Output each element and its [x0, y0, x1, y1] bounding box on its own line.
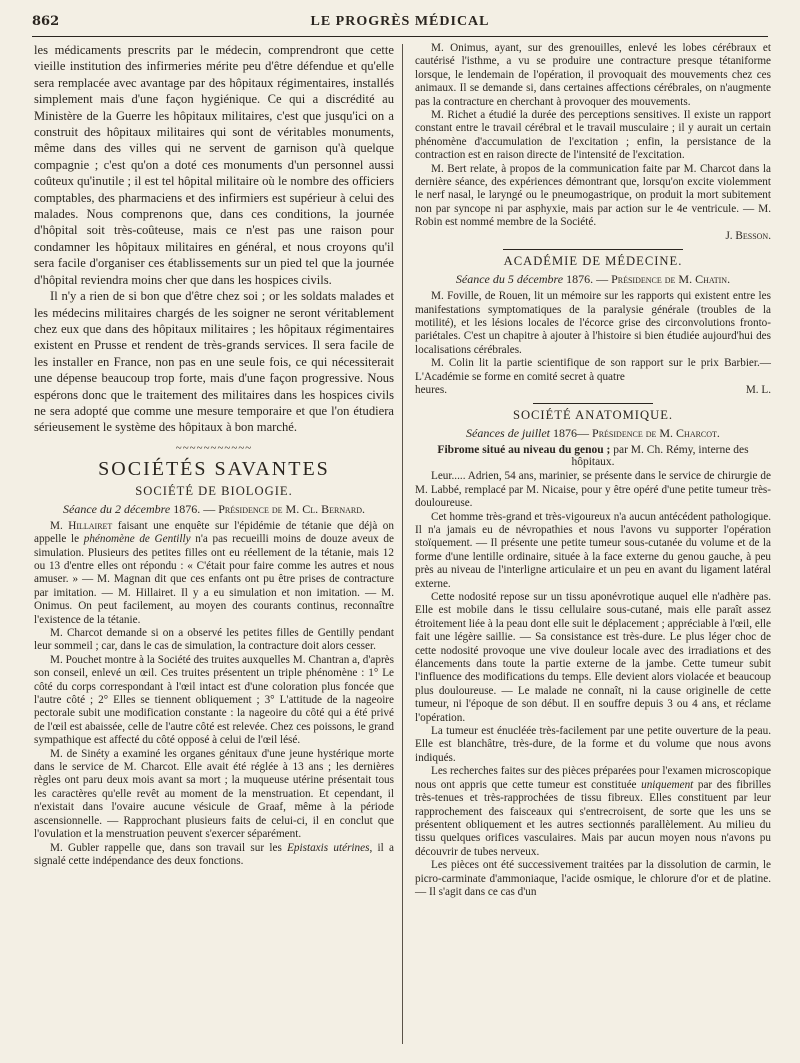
society-title: SOCIÉTÉ DE BIOLOGIE.: [135, 483, 293, 498]
paragraph: Les recherches faites sur des pièces préparées pour l'examen microscopique nous ont appris que cette tumeur est constituée uniquement par des fibrilles très-tenues et très-rapprochées de tissu fibreux. Elles constituent par leur rapprochement des faisceaux qui s'entrecroisent, de sorte que les uns se présentent obliquement et les autres sectionnés parallèlement. Au milieu du tissu quelques orifices vasculaires. Mais par aucun moyen nous n'avons pu découvrir de tubes nerveux.: [415, 765, 772, 858]
session-date: Séances de juillet: [466, 426, 551, 441]
academy-title: ACADÉMIE DE MÉDECINE.: [503, 254, 683, 269]
biology-reports-cont: [415, 42, 771, 243]
section-title: SOCIÉTÉS SAVANTES: [98, 457, 330, 480]
paragraph: Cet homme très-grand et très-vigoureux n'a aucun antécédent pathologique. Il n'a jamais eu de névropathies et nous l'avons vu supporter l'opération stoïquement. — Il présente une petite tumeur sous-cutanée du volume et de la forme d'une lentille ordinaire, située à la face externe du genou gauche, à peu près au niveau de l'interligne articulaire et un peu en avant du ligament latéral externe.: [415, 510, 771, 590]
header-rule: [32, 36, 768, 37]
paragraph: Cette nodosité repose sur un tissu aponévrotique auquel elle n'adhère pas. Elle est mobile dans le tissu cellulaire sous-cutané, mais elle paraît assez étroitement liée à la peau dont elle suit le déplacement ; appréciable à l'œil, elle fait une légère saillie. — Sa consistance est très-dure. Le plus léger choc de cette nodosité provoque une vive douleur locale avec des irradiations et des élancements dans toute la partie externe de la jambe. Cette tumeur subit l'influence des modifications du temps. Elle devient alors violacée et beaucoup plus douloureuse. — Le malade ne connaît, ni la cause originelle de cette tumeur, ni l'époque de son début. Il en souffre depuis 3 ou 4 ans, et réclame l'opération.: [415, 591, 771, 724]
session-president: Présidence de M. Cl. Bernard.: [218, 501, 365, 516]
section-rule: [503, 249, 683, 250]
paragraph: M. Onimus, ayant, sur des grenouilles, enlevé les lobes cérébraux et cautérisé l'isthme, a vu se produire une contracture presque tétaniforme lorsque, le lendemain de l'opération, il provoquait des mouvements chez ces animaux. Il se demande si, dans certaines affections cérébrales, on n'augmente pas la contracture en cherchant à provoquer des mouvements.: [415, 42, 771, 108]
paragraph: M. Gubler rappelle que, dans son travail sur les Epistaxis utérines, il a signalé cette indépendance des deux fonctions.: [34, 841, 395, 867]
case-title: Fibrome situé au niveau du genou ; par M. Ch. Rémy, interne des hôpitaux.: [437, 444, 749, 469]
paragraph: M. Colin lit la partie scientifique de son rapport sur le prix Barbier.—L'Académie se forme en comité secret à quatre: [415, 357, 771, 383]
session-president: Présidence de M. Charcot.: [592, 426, 720, 441]
section-rule: [533, 403, 653, 404]
session-president: Présidence de M. Chatin.: [611, 272, 731, 287]
paragraph: M. Charcot demande si on a observé les petites filles de Gentilly pendant leur sommeil ; car, dans le cas de simulation, la contracture doit alors cesser.: [34, 627, 394, 653]
paragraph: M. de Sinéty a examiné les organes génitaux d'une jeune hystérique morte dans le service de M. Charcot. Elle avait été réglée à 13 ans ; les dernières règles ont paru deux mois avant sa mort ; la muqueuse utérine présentait tous les caractères qu'elle revêt au moment de la menstruation. Et cependant, il n'existait dans l'ovaire aucune vésicule de Graaf, même à la période ascensionnelle. — Rapprochant plusieurs faits de celui-ci, il en conclut que l'ovulation et la menstruation peuvent s'exercer séparément.: [34, 747, 394, 841]
paragraph: M. Foville, de Rouen, lit un mémoire sur les rapports qui existent entre les manifestations symptomatiques de la paralysie générale (troubles de la motilité), et les lésions locales de l'écorce grise des circonvolutions fronto-pariétales. C'est un chapitre à ajouter à l'histoire si bien étudiée aujourd'hui des localisations cérébrales.: [415, 290, 771, 356]
session-line: [34, 502, 394, 517]
signature: M. L.: [745, 383, 771, 396]
session-year: 1876—: [550, 426, 593, 441]
session-line: [415, 426, 771, 441]
paragraph: M. Hillairet faisant une enquête sur l'épidémie de tétanie que déjà on appelle le phénomène de Gentilly n'a pas recueilli moins de douze aveux de simulation. Plusieurs des petites filles ont eu réellement de la tétanie, mais 12 ou 13 d'entre elles ont répondu : « C'était pour faire comme les autres et nous amuser. » — M. Magnan dit que ces enfants ont pu être prises de contracture par imitation. — M. Hillairet. Il y a eu simulation et non imitation. — M. Onimus. On peut facilement, au moyen des courants continus, reconnaître l'existence de la tétanie.: [34, 519, 394, 626]
paragraph: les médicaments prescrits par le médecin, comprendront que cette vieille institution des infirmeries mérite peu d'être défendue et qu'elle sera remplacée avec avantage par des hôpitaux régimentaires, installés simplement mais d'une façon hygiénique. Ce qui a discrédité au Ministère de la Guerre les hôpitaux militaires, c'est que jusqu'ici on a construit des hôpitaux militaires qui sont de véritables monuments, même dans des villes qui ne servent de garnison qu'à quelque compagnie ; c'est qu'on a doté ces monuments d'un personnel aussi coûteux qu'inutile ; il est tel hôpital militaire où le nombre des officiers comptables, des pharmaciens et des infirmiers est supérieur à celui des malades. Nous comprenons que, dans ces conditions, la journée d'hôpital soit très-coûteuse, mais ce n'est pas une raison pour condamner les hôpitaux militaires en général, et nous croyons qu'il sera facile d'organiser ces établissements sur un pied tel que la journée d'hôpital reviendra moins cher que dans les hospices civils.: [34, 43, 394, 287]
academy-reports: [415, 290, 771, 397]
page-header: [32, 14, 768, 36]
paragraph: M. Pouchet montre à la Société des truites auxquelles M. Chantran a, d'après son conseil, enlevé un œil. Ces truites présentent un triple phénomène : 1° Le côté du corps correspondant à l'œil intact est d'une coloration plus foncée que l'autre côté ; 2° Elles se tiennent obliquement ; 3° L'attitude de la nageoire pectorale subit une modification constante : la nageoire du côté qui a été privé de l'œil est abaissée, celle de l'autre côté est relevée. Chez ces poissons, le grand sympathique est affecté du côté opposé à celui de l'œil lésé.: [34, 653, 394, 747]
session-year: 1876. —: [170, 501, 219, 516]
column-divider: [402, 44, 403, 1044]
paragraph: Leur..... Adrien, 54 ans, marinier, se présente dans le service de chirurgie de M. Labbé, remplacé par M. Nicaise, pour y être opéré d'une petite tumeur très-douloureuse.: [415, 470, 771, 510]
paragraph: La tumeur est énucléée très-facilement par une petite ouverture de la peau. Elle est blanchâtre, très-dure, de la forme et du volume que nous avons indiqués.: [415, 725, 771, 764]
anatomy-title: SOCIÉTÉ ANATOMIQUE.: [512, 408, 674, 423]
paragraph: Les pièces ont été successivement traitées par la dissolution de carmin, le picro-carminate d'ammoniaque, l'acide osmique, le chlorure d'or et de platine. — Il s'agit dans ce cas d'un: [415, 859, 771, 898]
ornament-divider: ~~~~~~~~~~~: [175, 441, 253, 454]
session-date: Séance du 5 décembre: [455, 272, 564, 287]
session-date: Séance du 2 décembre: [63, 501, 171, 516]
signature: J. Besson.: [725, 229, 771, 242]
biology-reports: [34, 520, 394, 869]
paragraph: M. Bert relate, à propos de la communication faite par M. Charcot dans la dernière séance, des expériences démontrant que, lorsqu'on excite violemment le nerf nasal, le laryngé ou le pneumogastrique, on produit la mort subitement non par syncope ni par asphyxie, mais par action sur le 4e ventricule. — M. Robin est nommé membre de la Société.: [415, 162, 771, 229]
paragraph: Il n'y a rien de si bon que d'être chez soi ; or les soldats malades et les médecins militaires chargés de les soigner ne seront véritablement chez eux que dans des hôpitaux militaires ; les hôpitaux régimentaires existent en Prusse et rendent de très-grands services. Il sera facile de les installer en France, non pas en une seule fois, ce qui nécessiterait une dépense beaucoup trop forte, mais d'une façon progressive. Nous espérons donc que le traitement des militaires dans les hospices civils ne sera adopté que comme une mesure temporaire et que l'on étudiera sérieusement le système des hôpitaux à bon marché.: [34, 289, 394, 435]
session-year: 1876. —: [563, 272, 612, 287]
closing-word: heures.: [415, 383, 447, 396]
anatomy-case: [415, 470, 771, 899]
right-column: [415, 42, 771, 899]
closing-line: [415, 384, 771, 397]
session-line: [415, 272, 771, 287]
left-column: [34, 42, 394, 868]
page-number: 862: [32, 14, 60, 29]
paragraph: M. Richet a étudié la durée des perceptions sensitives. Il existe un rapport constant entre le travail cérébral et le travail musculaire ; il y aurait un certain phénomène d'accumulation de l'excitation ; enfin, la persistance de la contraction est en raison directe de l'intensité de l'excitation.: [415, 109, 771, 162]
journal-title: LE PROGRÈS MÉDICAL: [310, 14, 490, 29]
